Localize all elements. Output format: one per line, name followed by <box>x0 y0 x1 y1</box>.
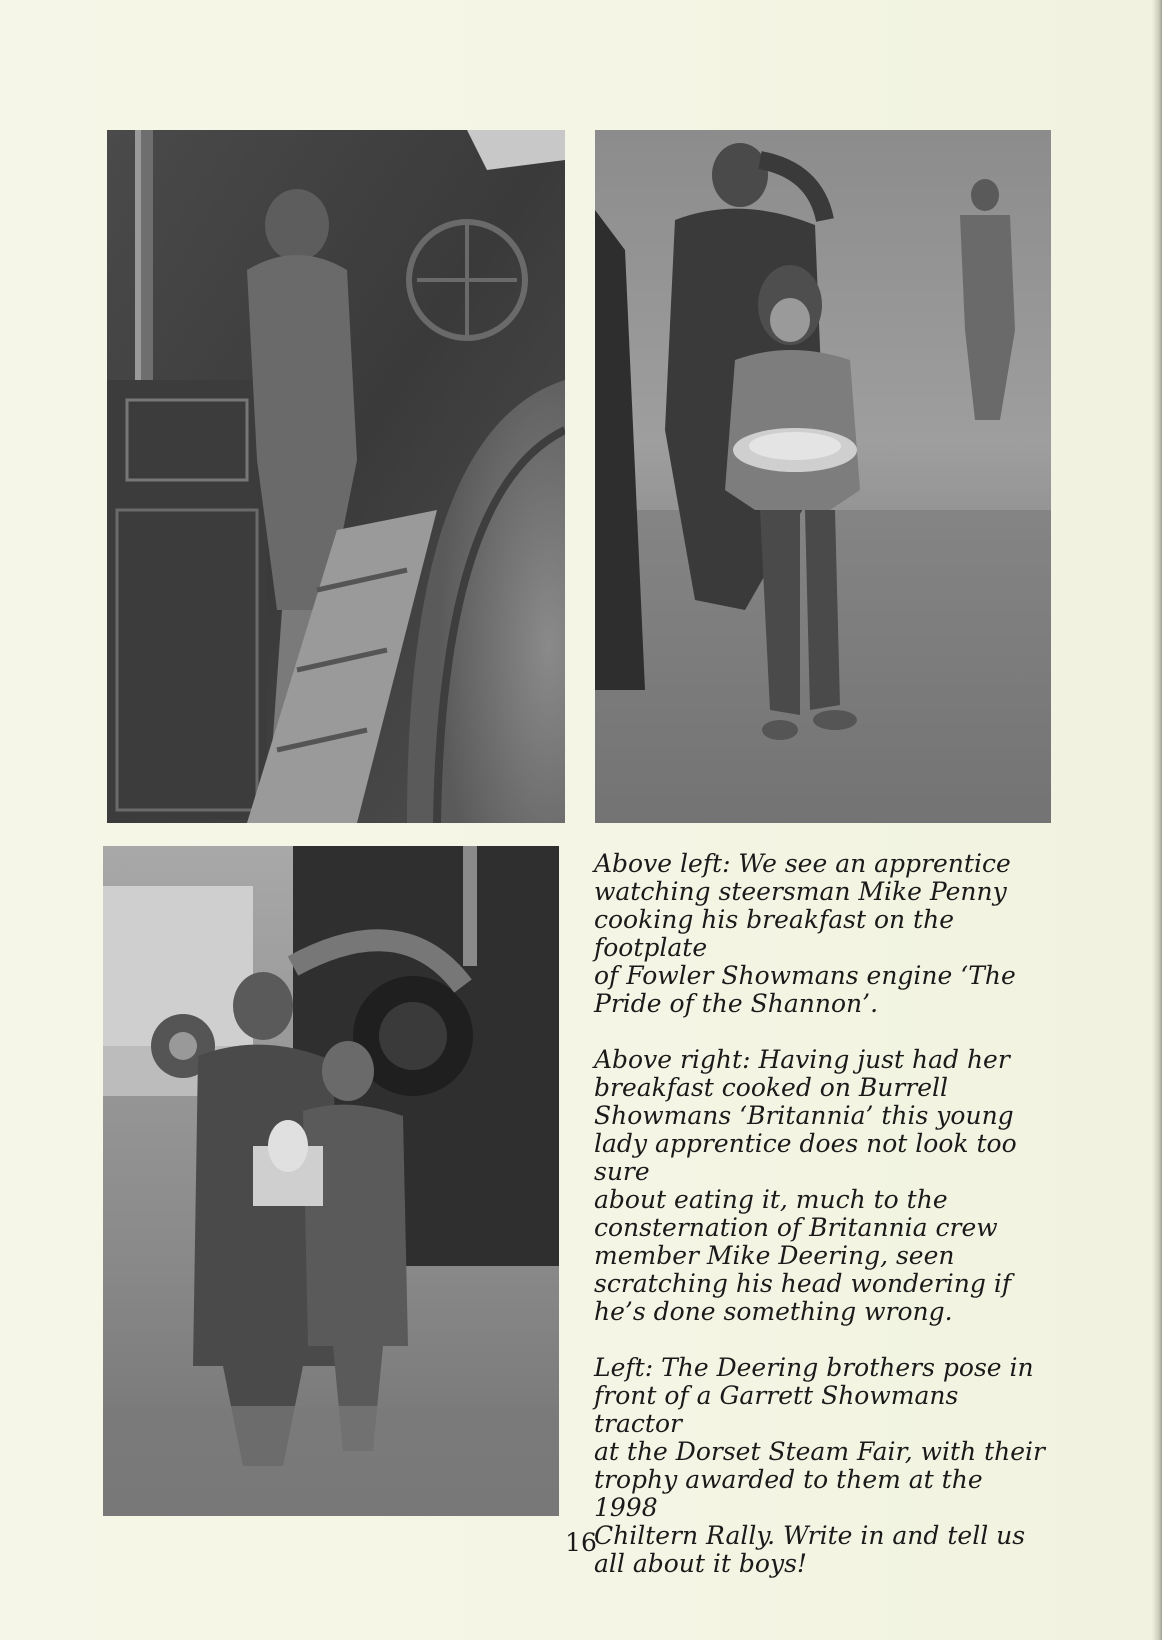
caption-above-right: Above right: Having just had her breakfast cooked on Burrell Showmans ‘Britannia’ this young lady apprentice does not look too sure about eating it, much to the consternation of Britannia crew member Mike Deering, seen scratching his head wondering if he’s done something wrong. <box>594 1045 1017 1326</box>
page-edge-shadow <box>1152 0 1162 1640</box>
page-number: 16 <box>565 1528 597 1557</box>
caption-above-left: Above left: We see an apprentice watching steersman Mike Penny cooking his breakfast on the footplate of Fowler Showmans engine ‘The Pride of the Shannon’. <box>594 849 1016 1018</box>
photo-fowler-footplate <box>107 130 565 823</box>
photo-deering-brothers-image <box>103 846 559 1516</box>
captions <box>594 850 1054 1606</box>
photo-fowler-footplate-image <box>107 130 565 823</box>
photo-deering-brothers <box>103 846 559 1516</box>
photo-britannia-apprentice-image <box>595 130 1051 823</box>
caption-left: Left: The Deering brothers pose in front of a Garrett Showmans tractor at the Dorset Steam Fair, with their trophy awarded to them at the 1998 Chiltern Rally. Write in and tell us all about it boys! <box>594 1353 1046 1578</box>
photo-britannia-apprentice <box>595 130 1051 823</box>
